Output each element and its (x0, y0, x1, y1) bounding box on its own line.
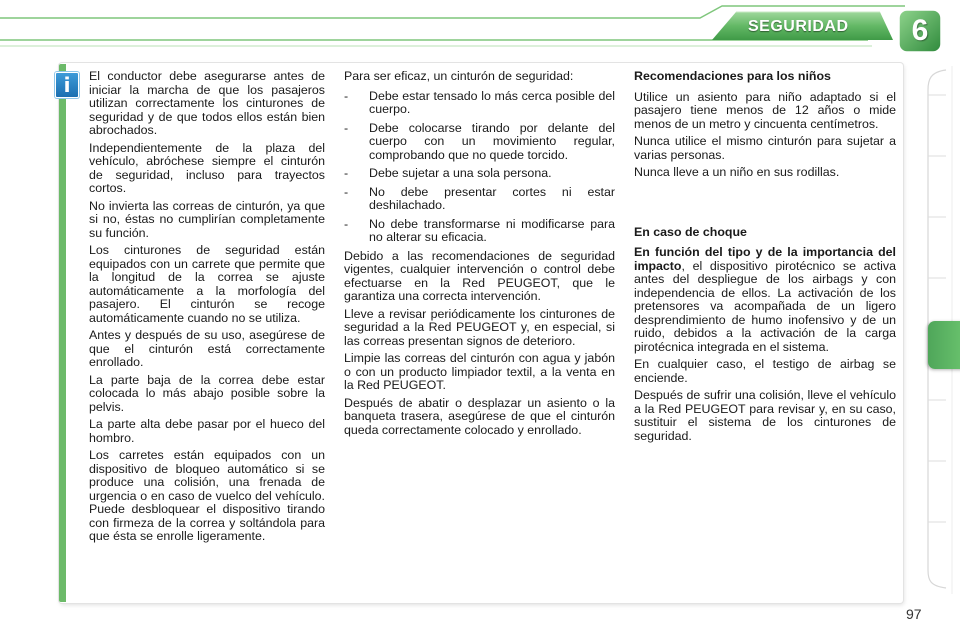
list-item: - No debe presentar cortes ni estar deshilachado. (344, 186, 615, 213)
list-item: - Debe estar tensado lo más cerca posible del cuerpo. (344, 90, 615, 117)
page-number: 97 (906, 606, 922, 622)
crash-heading: En caso de choque (634, 224, 747, 239)
chapter-number-badge: 6 (911, 14, 929, 47)
crash-bold-lead: En función del tipo y de la importancia del impacto (634, 245, 896, 273)
paragraph: En cualquier caso, el testigo de airbag se enciende. (634, 357, 896, 385)
active-chapter-tab[interactable] (928, 321, 960, 369)
paragraph: Nunca lleve a un niño en sus rodillas. (634, 165, 840, 179)
children-heading: Recomendaciones para los niños (634, 69, 831, 83)
paragraph: Los cinturones de seguridad están equipados con un carrete que permite que la longitud de la correa se ajuste automáticamente a la morfología del pasajero. El cinturón se recoge automáticamente cuando no se utiliza. (89, 243, 325, 325)
paragraph: El conductor debe asegurarse antes de iniciar la marcha de que los pasajeros utilizan correctamente los cinturones de seguridad y de que todos ellos están bien abrochados. (89, 69, 325, 137)
paragraph: Debido a las recomendaciones de seguridad vigentes, cualquier intervención o control debe efectuarse en la Red PEUGEOT, que le garantiza una correcta intervención. (344, 248, 615, 303)
paragraph: Limpie las correas del cinturón con agua y jabón o con un producto limpiador textil, a la venta en la Red PEUGEOT. (344, 351, 615, 392)
crash-lead-paragraph (634, 246, 896, 354)
paragraph: Utilice un asiento para niño adaptado si el pasajero tiene menos de 12 años o mide menos de un metro y cincuenta centímetros. (634, 89, 896, 131)
list-item: - Debe sujetar a una sola persona. (344, 167, 615, 181)
paragraph: Después de sufrir una colisión, lleve el vehículo a la Red PEUGEOT para revisar y, en su caso, sustituir el sistema de los cinturones de seguridad. (634, 388, 896, 443)
column-children-and-crash (634, 70, 896, 447)
paragraph: Después de abatir o desplazar un asiento o la banqueta trasera, asegúrese de que el cinturón queda correctamente colocado y enrollado. (344, 395, 615, 437)
list-intro: Para ser eficaz, un cinturón de seguridad: (344, 69, 574, 83)
requirements-list (344, 90, 615, 245)
info-side-bar (59, 64, 66, 602)
crash-lead-rest: , el dispositivo pirotécnico se activa antes del despliegue de los airbags y con independencia de ellos. La activación de los pretensores va acompañada de un ligero desprendimiento de humo inofensivo y de un ruido, debidos a la activación de la carga pirotécnica integrada en el sistema. (634, 258, 896, 354)
paragraph: Los carretes están equipados con un dispositivo de bloqueo automático si se produce una colisión, una frenada de urgencia o en caso de vuelco del vehículo. Puede desbloquear el dispositivo tirando con firmeza de la correa y soltándola para que ésta se enrolle ligeramente. (89, 448, 325, 543)
list-item: - Debe colocarse tirando por delante del cuerpo con un movimiento regular, comprobando que no quede torcido. (344, 122, 615, 163)
column-general-info (89, 70, 325, 548)
paragraph: No invierta las correas de cinturón, ya que si no, éstas no cumplirían completamente su función. (89, 198, 325, 240)
paragraph: La parte alta debe pasar por el hueco del hombro. (89, 417, 325, 445)
info-icon: i (55, 72, 79, 98)
list-item: - No debe transformarse ni modificarse para no alterar su eficacia. (344, 218, 615, 245)
paragraph: Independientemente de la plaza del vehículo, abróchese siempre el cinturón de seguridad, incluso para trayectos cortos. (89, 140, 325, 195)
paragraph: La parte baja de la correa debe estar colocada lo más abajo posible sobre la pelvis. (89, 372, 325, 414)
paragraph: Lleve a revisar periódicamente los cinturones de seguridad a la Red PEUGEOT y, en especial, si las correas presentan signos de deterioro. (344, 306, 615, 348)
section-title: SEGURIDAD (748, 18, 849, 35)
paragraph: Antes y después de su uso, asegúrese de que el cinturón está correctamente enrollado. (89, 328, 325, 369)
paragraph: Nunca utilice el mismo cinturón para sujetar a varias personas. (634, 134, 896, 162)
column-belt-effectiveness (344, 70, 615, 441)
